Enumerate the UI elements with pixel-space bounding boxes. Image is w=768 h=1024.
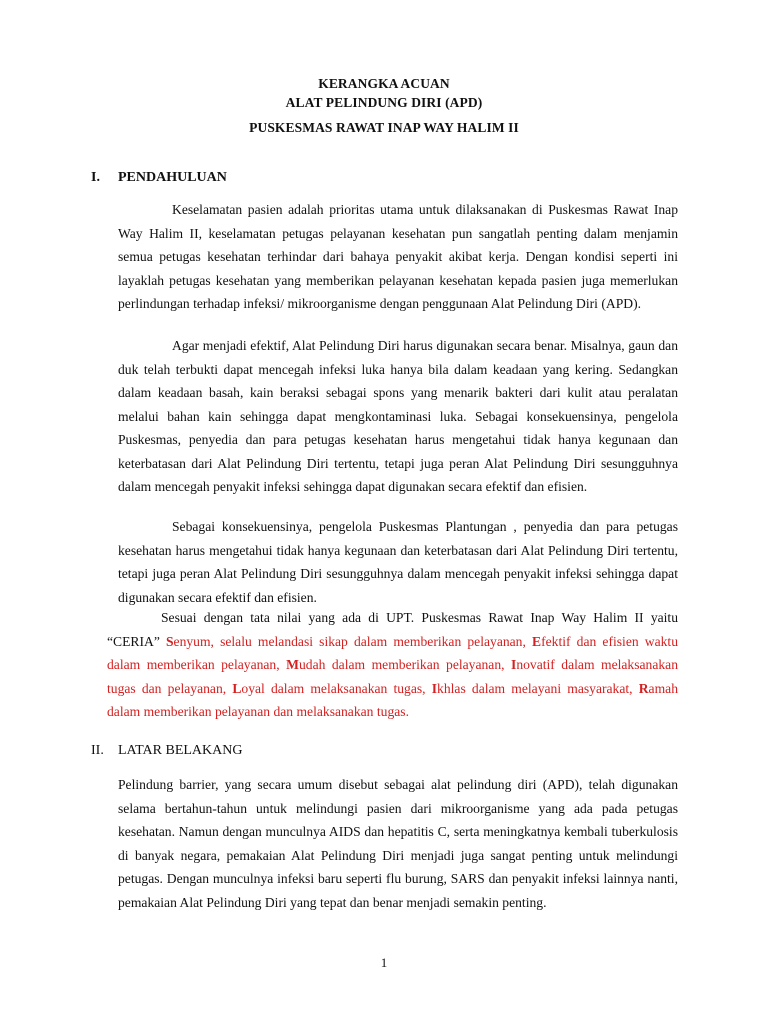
section-1-paragraph-2: Agar menjadi efektif, Alat Pelindung Diri harus digunakan secara benar. Misalnya, gaun dan duk telah terbukti dapat mencegah infeksi luka hanya bila dalam keadaan yang kering. Sedangkan dalam keadaan basah, kain beraksi sebagai spons yang menarik bakteri dari kulit atau peralatan melalui bahan kain sehingga dapat mengkontaminasi luka. Sebagai konsekuensinya, pengelola Puskesmas, penyedia dan para petugas kesehatan harus mengetahui tidak hanya kegunaan dan keterbatasan dari Alat Pelindung Diri tertentu, tetapi juga peran Alat Pelindung Diri sesungguhnya dalam mencegah penyakit infeksi sehingga dapat digunakan secara efektif dan efisien. [118,338,678,494]
doc-title-line-3: PUSKESMAS RAWAT INAP WAY HALIM II [249,120,519,135]
ceria-intro: Sesuai dengan tata nilai yang ada di UPT. Puskesmas Rawat Inap Way Halim II yaitu “CERIA” [107,610,678,649]
ceria-description: novatif dalam melaksanakan tugas dan pelayanan, [107,657,679,696]
section-2-title: LATAR BELAKANG [118,743,243,758]
section-1-title: PENDAHULUAN [118,170,227,185]
doc-title-line-2: ALAT PELINDUNG DIRI (APD) [285,95,483,110]
ceria-letter: S [165,633,174,649]
ceria-letter: E [532,633,542,649]
ceria-description: amah dalam memberikan pelayanan dan melaksanakan tugas. [107,680,678,719]
section-1-paragraph-3: Sebagai konsekuensinya, pengelola Puskesmas Plantungan , penyedia dan para petugas kesehatan harus mengetahui tidak hanya kegunaan dan keterbatasan dari Alat Pelindung Diri tertentu, tetapi juga peran Alat Pelindung Diri sesungguhnya dalam mencegah penyakit infeksi sehingga dapat digunakan secara efektif dan efisien. [118,519,678,605]
ceria-letter: I [511,657,517,672]
section-1-number: I. [91,170,100,185]
ceria-letter: I [431,680,438,696]
ceria-description: enyum, selalu melandasi sikap dalam memberikan pelayanan, [173,633,533,649]
ceria-letter: R [638,680,649,696]
ceria-letter: L [232,680,242,696]
ceria-values [107,634,678,720]
section-2-number: II. [91,743,104,758]
doc-title-line-1: KERANGKA ACUAN [318,76,450,91]
page-number: 1 [380,955,388,970]
ceria-letter: M [286,657,299,672]
ceria-description: khlas dalam melayani masyarakat, [437,680,639,696]
section-1-paragraph-ceria [107,606,678,724]
ceria-description: oyal dalam melaksanakan tugas, [241,680,432,696]
ceria-description: udah dalam memberikan pelayanan, [298,657,512,672]
section-2-paragraph-1: Pelindung barrier, yang secara umum disebut sebagai alat pelindung diri (APD), telah digunakan selama bertahun-tahun untuk melindungi pasien dari mikroorganisme yang ada pada petugas kesehatan. Namun dengan munculnya AIDS dan hepatitis C, serta meningkatnya kembali tuberkulosis di banyak negara, pemakaian Alat Pelindung Diri menjadi juga sangat penting untuk melindungi petugas. Dengan munculnya infeksi baru seperti flu burung, SARS dan penyakit infeksi lainnya nanti, pemakaian Alat Pelindung Diri yang tepat dan benar menjadi semakin penting. [118,777,678,910]
section-1-paragraph-1: Keselamatan pasien adalah prioritas utama untuk dilaksanakan di Puskesmas Rawat Inap Way Halim II, keselamatan petugas pelayanan kesehatan pun sangatlah penting dalam menjamin semua petugas kesehatan terhindar dari bahaya penyakit akibat kerja. Dengan kondisi seperti ini layaklah petugas kesehatan yang memberikan pelayanan kesehatan kepada pasien juga memerlukan perlindungan terhadap infeksi/ mikroorganisme dengan penggunaan Alat Pelindung Diri (APD). [118,202,678,311]
ceria-description: fektif dan efisien waktu dalam memberikan pelayanan, [107,633,678,672]
